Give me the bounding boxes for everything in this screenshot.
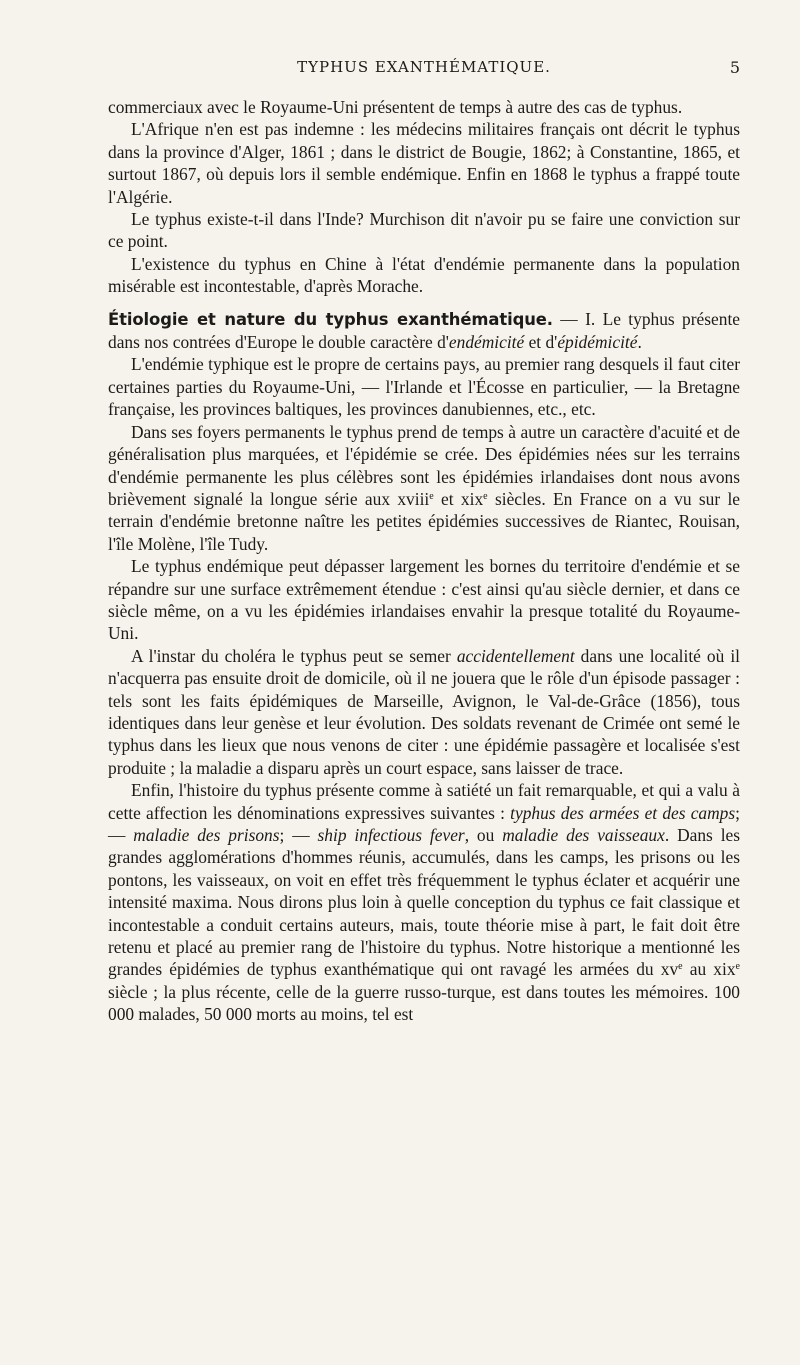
term-typhus-armees: typhus des armées et des camps	[510, 802, 736, 823]
paragraph-continuation: commerciaux avec le Royaume-Uni présentent de temps à autre des cas de typhus.	[108, 97, 683, 117]
term-maladie-vaisseaux: maladie des vaisseaux	[502, 825, 665, 845]
paragraph-afrique: L'Afrique n'en est pas indemne : les médecins militaires français ont décrit le typhus dans la province d'Alger, 1861 ; dans le district de Bougie, 1862; à Constantine, 1865, et surtout 1867, où depuis lors il semble endémique. Enfin en 1868 le typhus a frappé toute l'Algérie.	[108, 119, 740, 207]
running-title: TYPHUS EXANTHÉMATIQUE.	[297, 58, 551, 76]
paragraph-inde: Le typhus existe-t-il dans l'Inde? Murchison dit n'avoir pu se faire une conviction sur ce point.	[108, 209, 740, 252]
term-ship-fever: ship infectious fever	[317, 825, 465, 845]
body-text	[108, 96, 740, 1026]
paragraph-extension: Le typhus endémique peut dépasser largement les bornes du territoire d'endémie et se répandre sur une surface extrêmement étendue : c'est ainsi qu'au siècle dernier, et dans ce siècle même, on a vu les épidémies irlandaises envahir la presque totalité du Royaume-Uni.	[108, 556, 740, 644]
running-head	[108, 58, 740, 84]
term-endemicite: endémicité	[448, 332, 525, 353]
paragraph-armees: Enfin, l'histoire du typhus présente comme à satiété un fait remarquable, et qui a valu à cette affection les dénominations expressives suivantes : typhus des armées et des camps; — maladie des prisons; — ship infectious fever, ou maladie des vaisseaux. Dans les grandes agglomérations d'hommes réunis, accumulés, dans les camps, les prisons ou les pontons, les vaisseaux, on voit en effet très fréquemment le typhus éclater et acquérir une intensité maxima. Nous dirons plus loin à quelle conception du typhus ce fait classique et incontestable a conduit certains auteurs, mais, toute théorie mise à part, le fait doit être retenu et placé au premier rang de l'histoire du typhus. Notre historique a mentionné les grandes épidémies de typhus exanthématique qui ont ravagé les armées du $xv^e$ au xix$^e$ siècle ; la plus récente, celle de la guerre russo-turque, est dans toutes les mémoires. 100 000 malades, 50 000 morts au moins, tel est	[108, 780, 741, 1025]
paragraph-chine: L'existence du typhus en Chine à l'état d'endémie permanente dans la population misérable est incontestable, d'après Morache.	[108, 253, 740, 297]
paragraph-accidentel: A l'instar du choléra le typhus peut se semer accidentellement dans une localité où il n'acquerra pas ensuite droit de domicile, où il ne jouera que le rôle d'un épisode passager : tels sont les faits épidémiques de Marseille, Avignon, le Val-de-Grâce (1856), tous identiques dans leur genèse et leur évolution. Des soldats revenant de Crimée ont semé le typhus dans les lieux que nous venons de citer : une épidémie passagère et localisée s'est produite ; la maladie a disparu après un court espace, sans laisser de trace.	[108, 645, 740, 778]
term-maladie-prisons: maladie des prisons	[133, 825, 280, 845]
term-epidemicite: épidémicité	[557, 332, 638, 353]
section-title: Étiologie et nature du typhus exanthématique.	[108, 309, 553, 329]
page-number: 5	[729, 58, 740, 77]
paragraph-endemie: L'endémie typhique est le propre de certains pays, au premier rang desquels il faut citer certaines parties du Royaume-Uni, — l'Irlande et l'Écosse en particulier, — la Bretagne française, les provinces baltiques, les provinces danubiennes, etc., etc.	[108, 354, 740, 420]
paragraph-foyers: Dans ses foyers permanents le typhus prend de temps à autre un caractère d'acuité et de généralisation plus marquées, et l'épidémie se crée. Des épidémies nées sur les terrains d'endémie permanente les plus célèbres sont les épidémies irlandaises dont nous avons brièvement signalé la longue série aux xviii$^e$ et xix$^e$ siècles. En France on a vu sur le terrain d'endémie bretonne naître les petites épidémies successives de Riantec, Rouisan, l'île Molène, l'île Tudy.	[108, 421, 741, 554]
section-etiologie: Étiologie et nature du typhus exanthématique. — I. Le typhus présente dans nos contrées d'Europe le double caractère d'endémicité et d'épidémicité.	[108, 308, 740, 353]
term-accidentellement: accidentellement	[456, 645, 575, 666]
